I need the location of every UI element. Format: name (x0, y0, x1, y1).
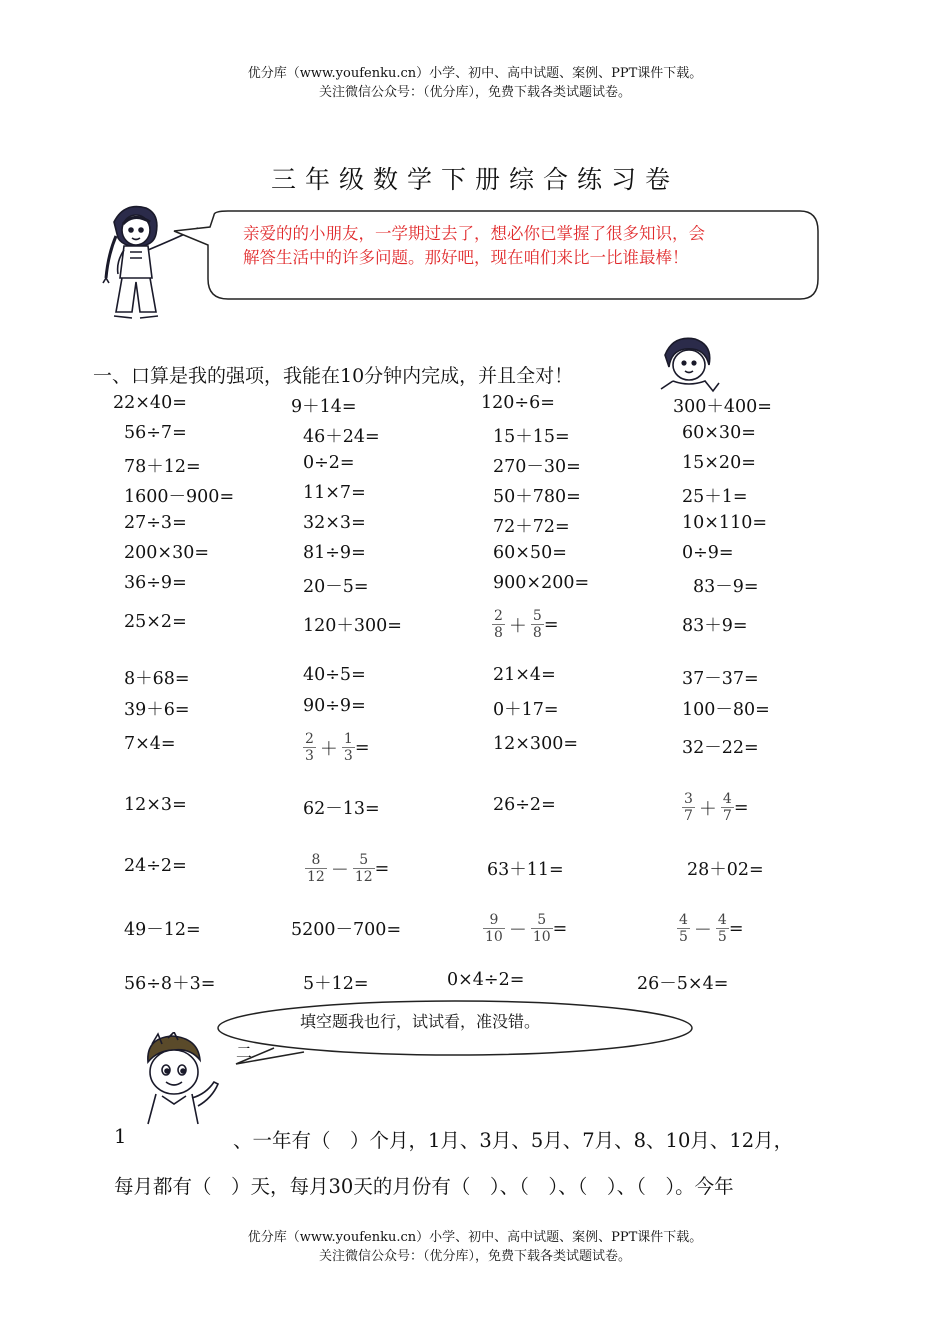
denominator: 8 (494, 625, 503, 641)
oral-item: 12×3= (124, 795, 187, 815)
oral-item: 56÷7= (124, 423, 187, 443)
oral-item: 32－22= (682, 738, 759, 758)
oral-item: 5＋12= (303, 974, 369, 994)
oral-item: 5200－700= (291, 920, 402, 940)
oral-item: 56÷8＋3= (124, 974, 216, 994)
child-peeking-illustration (655, 335, 723, 397)
numerator: 4 (717, 912, 727, 928)
fraction-expression (483, 912, 567, 945)
equals-sign: = (728, 918, 744, 939)
oral-item: 200×30= (124, 543, 209, 563)
oral-item: 15×20= (682, 453, 756, 473)
oral-item: 27÷3= (124, 513, 187, 533)
oral-item: 78＋12= (124, 457, 201, 477)
numerator: 1 (343, 731, 353, 747)
boy-pointing-illustration (132, 1032, 224, 1128)
operator: ＋ (319, 738, 338, 760)
oral-item: 1600－900= (124, 487, 235, 507)
denominator: 10 (532, 929, 551, 945)
oral-item: 36÷9= (124, 573, 187, 593)
oral-item: 0÷2= (303, 453, 355, 473)
denominator: 3 (343, 748, 353, 764)
oral-item: 81÷9= (303, 543, 366, 563)
equals-sign: = (354, 737, 370, 758)
oral-item: 50＋780= (493, 487, 581, 507)
equals-sign: = (543, 614, 559, 635)
numerator: 8 (311, 852, 321, 868)
oral-item: 10×110= (682, 513, 767, 533)
oral-item: 60×50= (493, 543, 567, 563)
oral-item: 15＋15= (493, 427, 570, 447)
oral-item: 37－37= (682, 669, 759, 689)
oral-item: 300＋400= (673, 397, 772, 417)
oral-item: 40÷5= (303, 665, 366, 685)
operator: － (330, 859, 349, 881)
oral-item: 120÷6= (481, 393, 555, 413)
oral-item: 60×30= (682, 423, 756, 443)
oral-item: 32×3= (303, 513, 366, 533)
equals-sign: = (552, 918, 568, 939)
numerator: 2 (494, 608, 503, 624)
fraction-expression (492, 608, 559, 641)
oral-item: 100－80= (682, 700, 770, 720)
oral-item: 7×4= (124, 734, 176, 754)
numerator: 5 (537, 912, 547, 928)
oral-item: 83－9= (693, 577, 759, 597)
fraction-expression (682, 791, 749, 824)
oral-item: 8＋68= (124, 669, 190, 689)
numerator: 2 (305, 731, 314, 747)
oral-item: 28＋02= (687, 860, 764, 880)
oral-item: 21×4= (493, 665, 556, 685)
denominator: 5 (717, 929, 727, 945)
footer-line-1: 优分库（www.youfenku.cn）小学、初中、高中试题、案例、PPT课件下载。 (247, 1230, 703, 1245)
question-1-number: 1 (114, 1125, 127, 1148)
denominator: 7 (684, 808, 693, 824)
oral-item: 39＋6= (124, 700, 190, 720)
denominator: 8 (532, 625, 542, 641)
oral-item: 62－13= (303, 799, 380, 819)
numerator: 5 (359, 852, 369, 868)
oral-item: 0×4÷2= (447, 970, 525, 990)
numerator: 3 (684, 791, 693, 807)
fraction-expression (677, 912, 744, 945)
fill-in-speech-bubble (214, 996, 696, 1068)
oral-item: 22×40= (113, 393, 187, 413)
oral-item: 25×2= (124, 612, 187, 632)
numerator: 4 (679, 912, 688, 928)
section-1-heading: 一、口算是我的强项，我能在10分钟内完成，并且全对！ (93, 365, 574, 387)
fill-in-bubble-text: 填空题我也行，试试看，准没错。 (300, 1012, 541, 1031)
section-2-number-fragment: 二 (236, 1043, 253, 1062)
numerator: 4 (722, 791, 732, 807)
intro-bubble-line-1: 亲爱的的小朋友，一学期过去了，想必你已掌握了很多知识，会 (243, 224, 705, 243)
operator: － (508, 919, 527, 941)
question-1-line-1: 、一年有（ ）个月，1月、3月、5月、7月、8、10月、12月， (233, 1129, 794, 1152)
question-1-line-2: 每月都有（ ）天，每月30天的月份有（ ）、（ ）、（ ）、（ ）。今年 (114, 1175, 734, 1198)
oral-item: 9＋14= (291, 397, 357, 417)
oral-item: 90÷9= (303, 696, 366, 716)
oral-item: 26－5×4= (637, 974, 729, 994)
operator: － (693, 919, 712, 941)
oral-item: 63＋11= (487, 860, 564, 880)
oral-item: 46＋24= (303, 427, 380, 447)
oral-item: 83＋9= (682, 616, 748, 636)
oral-item: 20－5= (303, 577, 369, 597)
oral-item: 24÷2= (124, 856, 187, 876)
header-line-1: 优分库（www.youfenku.cn）小学、初中、高中试题、案例、PPT课件下载。 (247, 66, 703, 81)
oral-item: 72＋72= (493, 517, 570, 537)
oral-item: 270－30= (493, 457, 581, 477)
oral-item: 25＋1= (682, 487, 748, 507)
denominator: 12 (307, 869, 325, 885)
denominator: 12 (354, 869, 373, 885)
denominator: 7 (722, 808, 732, 824)
footer-line-2: 关注微信公众号：（优分库），免费下载各类试题试卷。 (318, 1249, 631, 1264)
oral-item: 900×200= (493, 573, 590, 593)
oral-item: 49－12= (124, 920, 201, 940)
denominator: 3 (305, 748, 314, 764)
denominator: 5 (679, 929, 688, 945)
denominator: 10 (485, 929, 503, 945)
intro-bubble-line-2: 解答生活中的许多问题。那好吧，现在咱们来比一比谁最棒！ (243, 248, 689, 267)
oral-item: 11×7= (303, 483, 366, 503)
equals-sign: = (733, 797, 749, 818)
oral-item: 120＋300= (303, 616, 402, 636)
oral-item: 0＋17= (493, 700, 559, 720)
operator: ＋ (508, 615, 527, 637)
operator: ＋ (698, 798, 717, 820)
header-line-2: 关注微信公众号：（优分库），免费下载各类试题试卷。 (318, 85, 631, 100)
oral-item: 0÷9= (682, 543, 734, 563)
oral-item: 26÷2= (493, 795, 556, 815)
oral-item: 12×300= (493, 734, 578, 754)
page-title: 三年级数学下册综合练习卷 (270, 165, 679, 194)
numerator: 5 (532, 608, 542, 624)
numerator: 9 (489, 912, 499, 928)
equals-sign: = (374, 858, 390, 879)
fraction-expression (305, 852, 389, 885)
fraction-expression (303, 731, 370, 764)
